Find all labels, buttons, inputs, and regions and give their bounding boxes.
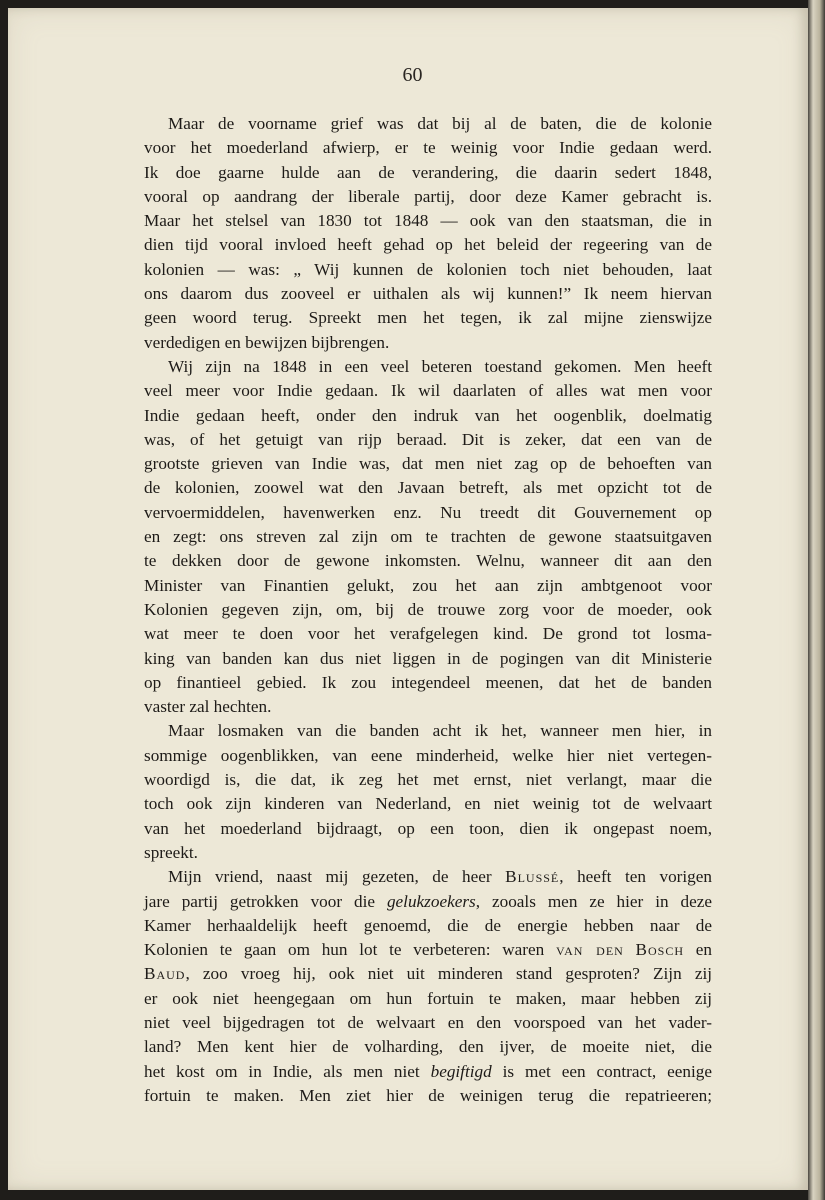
text-line: Maar het stelsel van 1830 tot 1848 — ook van den staatsman, die in <box>144 211 712 231</box>
text-line: vooral op aandrang der liberale partij, door deze Kamer gebracht is. <box>144 186 712 206</box>
text-line: toch ook zijn kinderen van Nederland, en niet weinig tot de welvaart <box>144 794 712 814</box>
text-line: was, of het getuigt van rijp beraad. Dit is zeker, dat een van de <box>144 429 712 449</box>
text-run: en <box>684 940 712 960</box>
page-edge <box>808 0 825 1200</box>
person-name: Bosch <box>635 940 685 960</box>
text-line: geen woord terug. Spreekt men het tegen, ik zal mijne zienswijze <box>144 308 712 328</box>
text-line: veel meer voor Indie gedaan. Ik wil daarlaten of alles wat men voor <box>144 381 712 401</box>
text-line: wat meer te doen voor het verafgelegen kind. De grond tot losma- <box>144 624 712 644</box>
page-number: 60 <box>402 64 423 86</box>
text-line: king van banden kan dus niet liggen in de pogingen van dit Ministerie <box>144 648 712 668</box>
text-line: Kolonien gegeven zijn, om, bij de trouwe zorg voor de moeder, ook <box>144 599 712 619</box>
text-line: op finantieel gebied. Ik zou integendeel meenen, dat het de banden <box>144 672 712 692</box>
text-line <box>120 1060 712 1084</box>
body-text <box>120 112 712 1108</box>
text-line: er ook niet heengegaan om hun fortuin te maken, maar hebben zij <box>144 988 712 1008</box>
text-line <box>120 962 712 986</box>
text-line <box>120 865 712 889</box>
text-line: grootste grieven van Indie was, dat men niet zag op de behoeften van <box>144 454 712 474</box>
text-line <box>120 938 712 962</box>
text-line: voor het moederland afwierp, er te weinig voor Indie gedaan werd. <box>144 138 712 158</box>
text-line: Maar de voorname grief was dat bij al de baten, die de kolonie <box>168 114 712 133</box>
paragraph-4 <box>120 865 712 1108</box>
text-line <box>120 890 712 914</box>
text-line: Maar losmaken van die banden acht ik het, wanneer men hier, in <box>168 721 712 741</box>
text-line: te dekken door de gewone inkomsten. Welnu, wanneer dit aan den <box>144 551 712 571</box>
paragraph-2 <box>120 355 712 719</box>
text-run <box>624 940 636 959</box>
text-line: Minister van Finantien gelukt, zou het aan zijn ambtgenoot voor <box>144 575 712 595</box>
text-line: sommige oogenblikken, van eene minderheid, welke hier niet vertegen- <box>144 745 712 765</box>
text-line: kolonien — was: „ Wij kunnen de kolonien toch niet behouden, laat <box>144 259 712 279</box>
text-line: vervoermiddelen, havenwerken enz. Nu treedt dit Gouvernement op <box>144 502 712 522</box>
text-line: ons daarom dus zooveel er uithalen als wij kunnen!” Ik neem hiervan <box>144 284 712 304</box>
text-run: jare partij getrokken voor die <box>144 891 387 911</box>
text-line: Indie gedaan heeft, onder den indruk van het oogenblik, doelmatig <box>144 405 712 425</box>
text-line: fortuin te maken. Men ziet hier de weinigen terug die repatrieeren; <box>144 1085 712 1105</box>
text-line: woordigd is, die dat, ik zeg het met ernst, niet verlangt, maar die <box>144 770 712 790</box>
person-name: Baud <box>144 964 186 984</box>
text-run: Mijn vriend, naast mij gezeten, de heer <box>168 867 506 887</box>
text-line: Kamer herhaaldelijk heeft genoemd, die de energie hebben naar de <box>144 915 712 935</box>
text-line: Ik doe gaarne hulde aan de verandering, die daarin sedert 1848, <box>144 162 712 182</box>
person-name: Blussé <box>505 867 560 887</box>
italic-term: begiftigd <box>430 1061 492 1081</box>
text-line: verdedigen en bewijzen bijbrengen. <box>144 332 390 352</box>
text-run: is met een contract, eenige <box>491 1061 712 1081</box>
text-run: , zooals men ze hier in deze <box>475 891 712 911</box>
paragraph-3 <box>120 719 712 865</box>
text-run: , heeft ten vorigen <box>559 867 712 887</box>
text-run: het kost om in Indie, als men niet <box>144 1061 431 1081</box>
italic-term: gelukzoekers <box>386 891 476 911</box>
text-line: niet veel bijgedragen tot de welvaart en den voorspoed van het vader- <box>144 1012 712 1032</box>
text-line: spreekt. <box>144 842 198 862</box>
text-line: de kolonien, zoowel wat den Javaan betreft, als met opzicht tot de <box>144 478 712 498</box>
text-run: Kolonien te gaan om hun lot te verbeteren: waren <box>144 940 556 960</box>
person-name: van den <box>555 940 624 960</box>
paragraph-1 <box>120 112 712 355</box>
text-run: , zoo vroeg hij, ook niet uit minderen stand gesproten? Zijn zij <box>185 964 712 984</box>
text-line: van het moederland bijdraagt, op een toon, dien ik ongepast noem, <box>144 818 712 838</box>
text-line: dien tijd vooral invloed heeft gehad op het beleid der regeering van de <box>144 235 712 255</box>
text-line: Wij zijn na 1848 in een veel beteren toestand gekomen. Men heeft <box>168 356 712 376</box>
text-line: land? Men kent hier de volharding, den ijver, de moeite niet, die <box>144 1037 712 1057</box>
text-line: vaster zal hechten. <box>144 697 272 717</box>
text-line: en zegt: ons streven zal zijn om te trachten de gewone staatsuitgaven <box>144 527 712 547</box>
